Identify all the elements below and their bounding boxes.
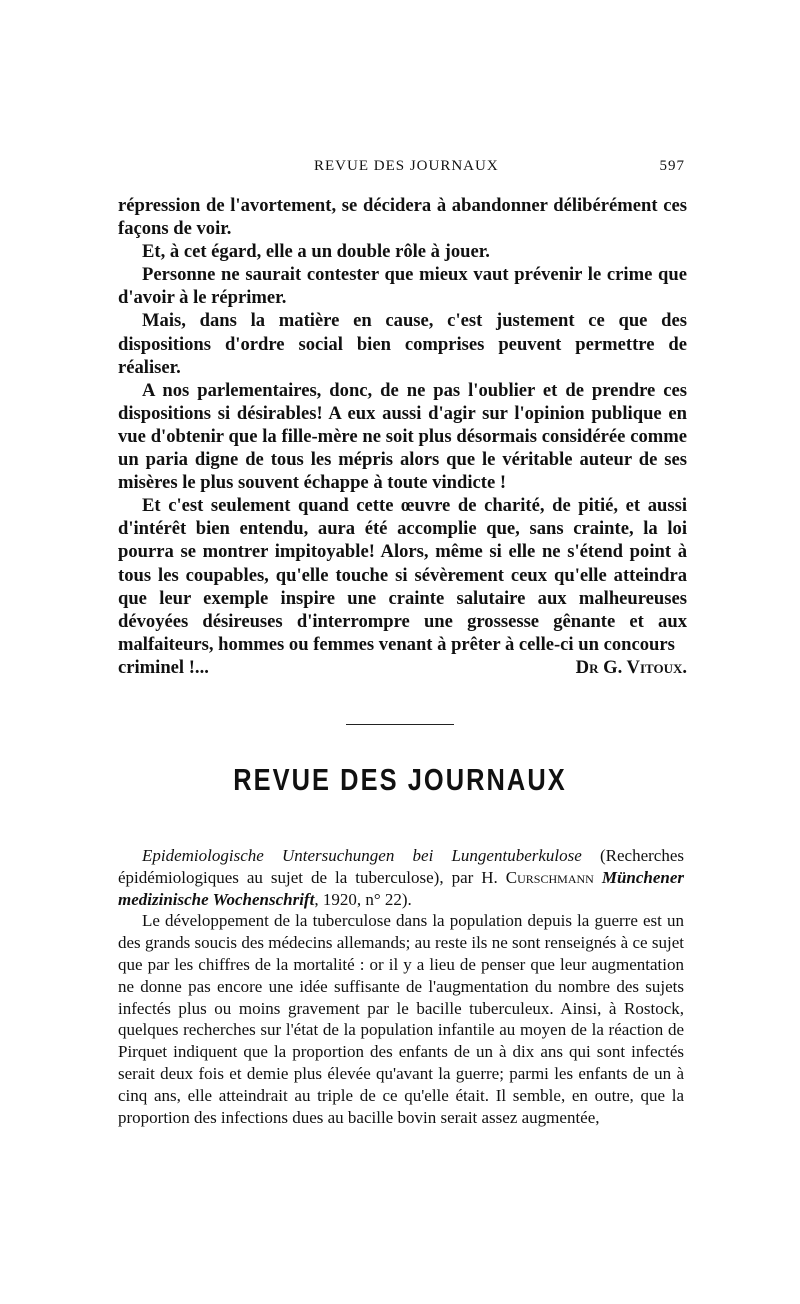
paragraph: Personne ne saurait contester que mieux vaut prévenir le crime que d'avoir à le réprimer. [118, 264, 687, 309]
paragraph: A nos parlementaires, donc, de ne pas l'oublier et de prendre ces dispositions si désirables! A eux aussi d'agir sur l'opinion publique en vue d'obtenir que la fille-mère ne soit plus désormais considérée comme un paria digne de tous les mépris alors que le véritable auteur de ses misères le plus souvent échappe à toute vindicte ! [118, 379, 687, 494]
review-citation [118, 845, 684, 910]
citation-details: , 1920, n° 22). [314, 889, 412, 909]
paragraph: Et, à cet égard, elle a un double rôle à jouer. [142, 241, 490, 263]
running-title: REVUE DES JOURNAUX [314, 158, 499, 174]
paragraph: Mais, dans la matière en cause, c'est justement ce que des dispositions d'ordre social bien comprises peuvent permettre de réaliser. [118, 310, 687, 378]
closing-text: criminel !... [118, 656, 209, 678]
review-paragraph: Le développement de la tuberculose dans la population depuis la guerre est un des grands soucis des médecins allemands; au reste ils ne sont renseignés à ce sujet que par les chiffres de la mortalité : or il y a lieu de penser que leur augmentation ne donne pas encore une idée suffisante de l'augmentation du nombre des sujets infectés plus ou moins gravement par le bacille tuberculeux. Ainsi, à Rostock, quelques recherches sur l'état de la population infantile au moyen de la réaction de Pirquet indiquent que la proportion des enfants de un à dix ans qui sont infectés serait deux fois et demie plus élevée qu'avant la guerre; parmi les enfants de un à cinq ans, elle atteindrait au triple de ce qu'elle était. Il semble, en outre, que la proportion des infections dues au bacille bovin serait assez augmentée, [118, 911, 684, 1127]
section-title: REVUE DES JOURNAUX [233, 762, 567, 797]
running-header [118, 158, 685, 178]
section-divider [346, 724, 454, 725]
paragraph: Et c'est seulement quand cette œuvre de charité, de pitié, et aussi d'intérêt bien entendu, aura été accomplie que, sans crainte, la loi pourra se montrer impitoyable! Alors, même si elle ne s'étend point à tous les coupables, qu'elle touche si sévèrement ceux qu'elle atteindra que leur exemple inspire une crainte salutaire aux malheureuses dévoyées désireuses d'interrompre une grossesse gênante et aux malfaiteurs, hommes ou femmes venant à prêter à celle-ci un concours [118, 495, 687, 655]
article-title: Epidemiologische Untersuchungen bei Lungentuberkulose [142, 846, 582, 865]
title-translation: (Recherches épidémiologiques au sujet de la tuberculose), par [118, 846, 684, 887]
journal-review [118, 845, 684, 1128]
previous-article-end [118, 194, 687, 679]
paragraph: répression de l'avortement, se décidera à abandonner délibérément ces façons de voir. [118, 195, 687, 240]
signoff-line [118, 656, 687, 679]
journal-source: Münchener medizinische Wochenschrift [118, 867, 685, 909]
page-number: 597 [659, 158, 685, 174]
author-signature: Dr G. Vitoux. [575, 656, 687, 678]
review-author: H. Curschmann [481, 867, 594, 887]
